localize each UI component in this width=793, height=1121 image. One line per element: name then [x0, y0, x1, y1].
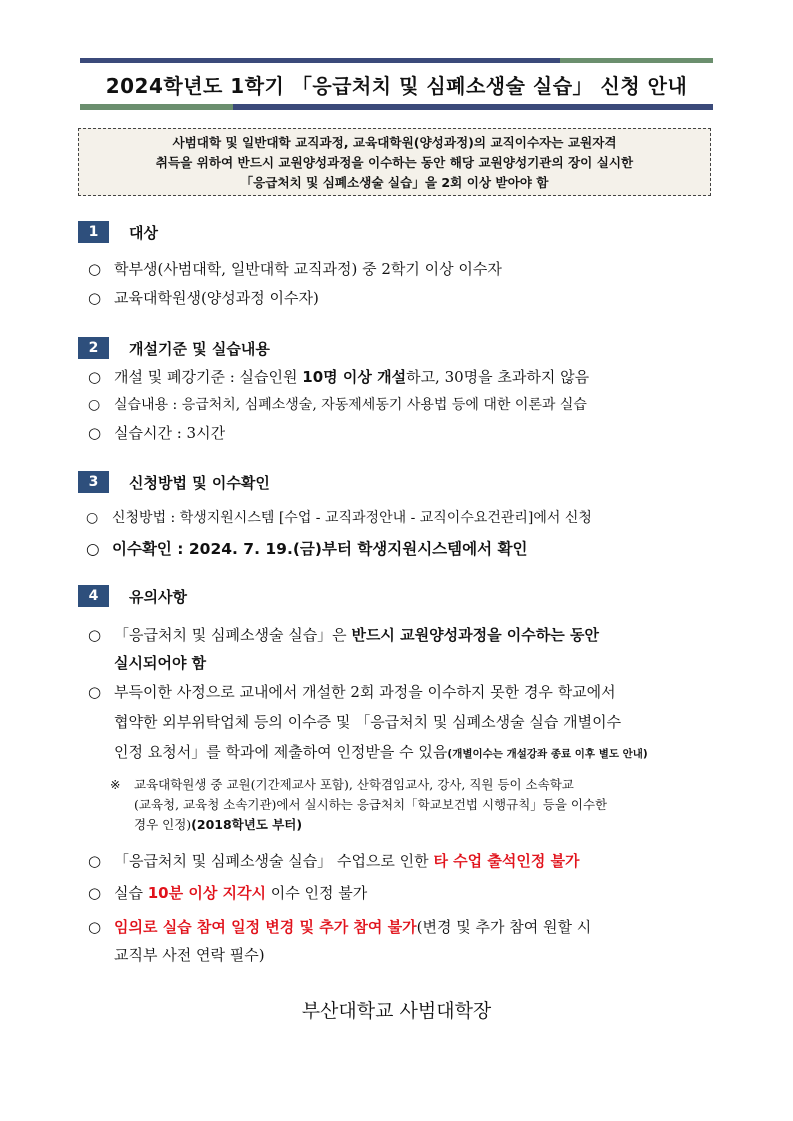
- list-item: ○ 개설 및 폐강기준 : 실습인원 10명 이상 개설하고, 30명을 초과하지 않음: [88, 368, 590, 386]
- section-3-header: [78, 471, 270, 493]
- section-number: 1: [78, 221, 109, 243]
- notice-line-3: 「응급처치 및 심폐소생술 실습」을 2회 이상 받아야 함: [240, 175, 549, 190]
- list-item-continuation: 인정 요청서」를 학과에 제출하여 인정받을 수 있음(개별이수는 개설강좌 종료 이후 별도 안내): [114, 743, 648, 761]
- notice-box: [78, 128, 711, 196]
- list-item: ○ 교육대학원생(양성과정 이수자): [88, 289, 319, 307]
- bullet-icon: ○: [86, 540, 100, 558]
- bullet-icon: ○: [88, 884, 102, 902]
- bottom-rule-green: [80, 104, 233, 110]
- list-item: ○ 학부생(사범대학, 일반대학 교직과정) 중 2학기 이상 이수자: [88, 260, 502, 278]
- bullet-icon: ○: [88, 683, 102, 701]
- section-2-header: [78, 337, 270, 359]
- note-mark: ※: [110, 777, 121, 792]
- footnote: ※ 교육대학원생 중 교원(기간제교사 포함), 산학겸임교사, 강사, 직원 등이 소속학교 (교육청, 교육청 소속기관)에서 실시하는 응급처치「학교보건법 시행규칙」등을 이수한 경우 인정)(2018학년도 부터): [110, 777, 608, 832]
- page-title: 2024학년도 1학기 「응급처치 및 심폐소생술 실습」 신청 안내: [105, 74, 688, 98]
- list-item-continuation: 교직부 사전 연락 필수): [114, 946, 265, 964]
- list-item: ○ 「응급처치 및 심폐소생술 실습」 수업으로 인한 타 수업 출석인정 불가: [88, 852, 580, 870]
- bullet-icon: ○: [88, 626, 102, 644]
- list-item: ○ 신청방법 : 학생지원시스템 [수업 - 교직과정안내 - 교직이수요건관리]에서 신청: [86, 507, 592, 529]
- bullet-icon: ○: [88, 424, 102, 442]
- signature-line: 부산대학교 사범대학장: [301, 1000, 492, 1022]
- section-1-header: [78, 221, 158, 243]
- section-title: 신청방법 및 이수확인: [129, 473, 270, 492]
- bullet-icon: ○: [86, 510, 99, 526]
- bullet-icon: ○: [88, 368, 102, 386]
- section-number: 2: [78, 337, 109, 359]
- list-item-continuation: 협약한 외부위탁업체 등의 이수증 및 「응급처치 및 심폐소생술 실습 개별이수: [114, 713, 622, 731]
- section-number: 3: [78, 471, 109, 493]
- bullet-icon: ○: [88, 397, 101, 413]
- list-item: ○ 실습시간 : 3시간: [88, 424, 226, 442]
- notice-line-2: 취득을 위하여 반드시 교원양성과정을 이수하는 동안 해당 교원양성기관의 장이 실시한: [155, 155, 634, 170]
- section-title: 대상: [129, 223, 158, 242]
- list-item: ○ 부득이한 사정으로 교내에서 개설한 2회 과정을 이수하지 못한 경우 학교에서: [88, 683, 616, 701]
- section-number: 4: [78, 585, 109, 607]
- bullet-icon: ○: [88, 852, 102, 870]
- section-title: 유의사항: [129, 587, 187, 606]
- title-bottom-rule: [80, 104, 713, 110]
- bullet-icon: ○: [88, 918, 102, 936]
- bullet-icon: ○: [88, 260, 102, 278]
- bullet-icon: ○: [88, 289, 102, 307]
- list-item-continuation: 실시되어야 함: [114, 654, 207, 672]
- bottom-rule-blue: [233, 104, 713, 110]
- list-item: ○ 실습 10분 이상 지각시 이수 인정 불가: [88, 884, 368, 902]
- list-item: ○ 실습내용 : 응급처치, 심폐소생술, 자동제세동기 사용법 등에 대한 이론과 실습: [88, 394, 587, 416]
- list-item: ○ 「응급처치 및 심폐소생술 실습」은 반드시 교원양성과정을 이수하는 동안: [88, 626, 599, 644]
- title-top-rule: [80, 58, 713, 63]
- section-title: 개설기준 및 실습내용: [129, 339, 270, 358]
- top-rule-green: [560, 58, 713, 63]
- notice-line-1: 사범대학 및 일반대학 교직과정, 교육대학원(양성과정)의 교직이수자는 교원자격: [172, 135, 617, 150]
- section-4-header: [78, 585, 187, 607]
- list-item: ○ 임의로 실습 참여 일정 변경 및 추가 참여 불가(변경 및 추가 참여 원할 시: [88, 918, 592, 936]
- top-rule-blue: [80, 58, 560, 63]
- list-item: ○ 이수확인 : 2024. 7. 19.(금)부터 학생지원시스템에서 확인: [86, 540, 528, 558]
